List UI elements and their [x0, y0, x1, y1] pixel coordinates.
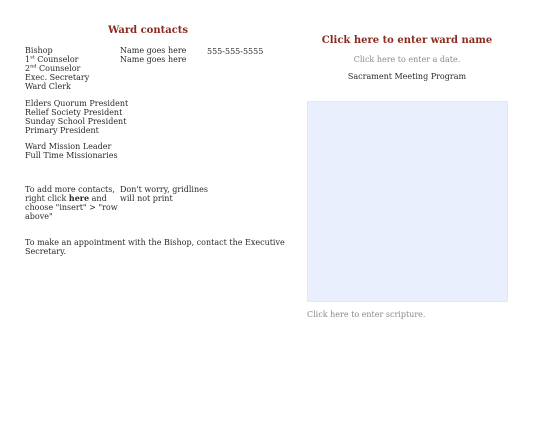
gridlines-note-2: will not print [120, 194, 173, 203]
scripture-field[interactable]: Click here to enter scripture. [307, 310, 426, 319]
role-relief-society-president: Relief Society President [25, 108, 123, 117]
tip-here-link[interactable]: here [68, 193, 90, 203]
role-ward-mission-leader: Ward Mission Leader [25, 142, 112, 151]
role-1st-counselor: 1st Counselor [25, 54, 79, 64]
role-full-time-missionaries: Full Time Missionaries [25, 151, 118, 160]
role-elders-quorum-president: Elders Quorum President [25, 99, 129, 108]
ward-contacts-title: Ward contacts [108, 25, 189, 36]
program-title: Sacrament Meeting Program [347, 72, 467, 81]
name-field-2[interactable]: Name goes here [120, 55, 187, 64]
role-bishop: Bishop [25, 46, 53, 55]
picture-placeholder[interactable] [307, 101, 508, 302]
appointment-line-1: To make an appointment with the Bishop, contact the Executive [25, 238, 285, 247]
name-field-1[interactable]: Name goes here [120, 46, 187, 55]
role-ward-clerk: Ward Clerk [25, 82, 71, 91]
tip-line-3: choose "insert" > "row [25, 203, 118, 212]
tip-line-2-suffix: and [89, 194, 107, 203]
appointment-line-2: Secretary. [25, 247, 67, 256]
tip-line-2-prefix: right click [25, 194, 69, 203]
role-primary-president: Primary President [25, 126, 99, 135]
tip-line-4: above" [25, 212, 53, 221]
ward-name-field[interactable]: Click here to enter ward name [321, 35, 493, 46]
tip-line-1: To add more contacts, [25, 185, 115, 194]
role-exec-secretary: Exec. Secretary [25, 73, 90, 82]
phone-field[interactable]: 555-555-5555 [207, 47, 264, 56]
role-sunday-school-president: Sunday School President [25, 117, 127, 126]
date-field[interactable]: Click here to enter a date. [353, 55, 461, 64]
tip-line-2 [25, 194, 107, 203]
role-2nd-counselor: 2nd Counselor [25, 63, 81, 73]
gridlines-note-1: Don't worry, gridlines [120, 185, 208, 194]
